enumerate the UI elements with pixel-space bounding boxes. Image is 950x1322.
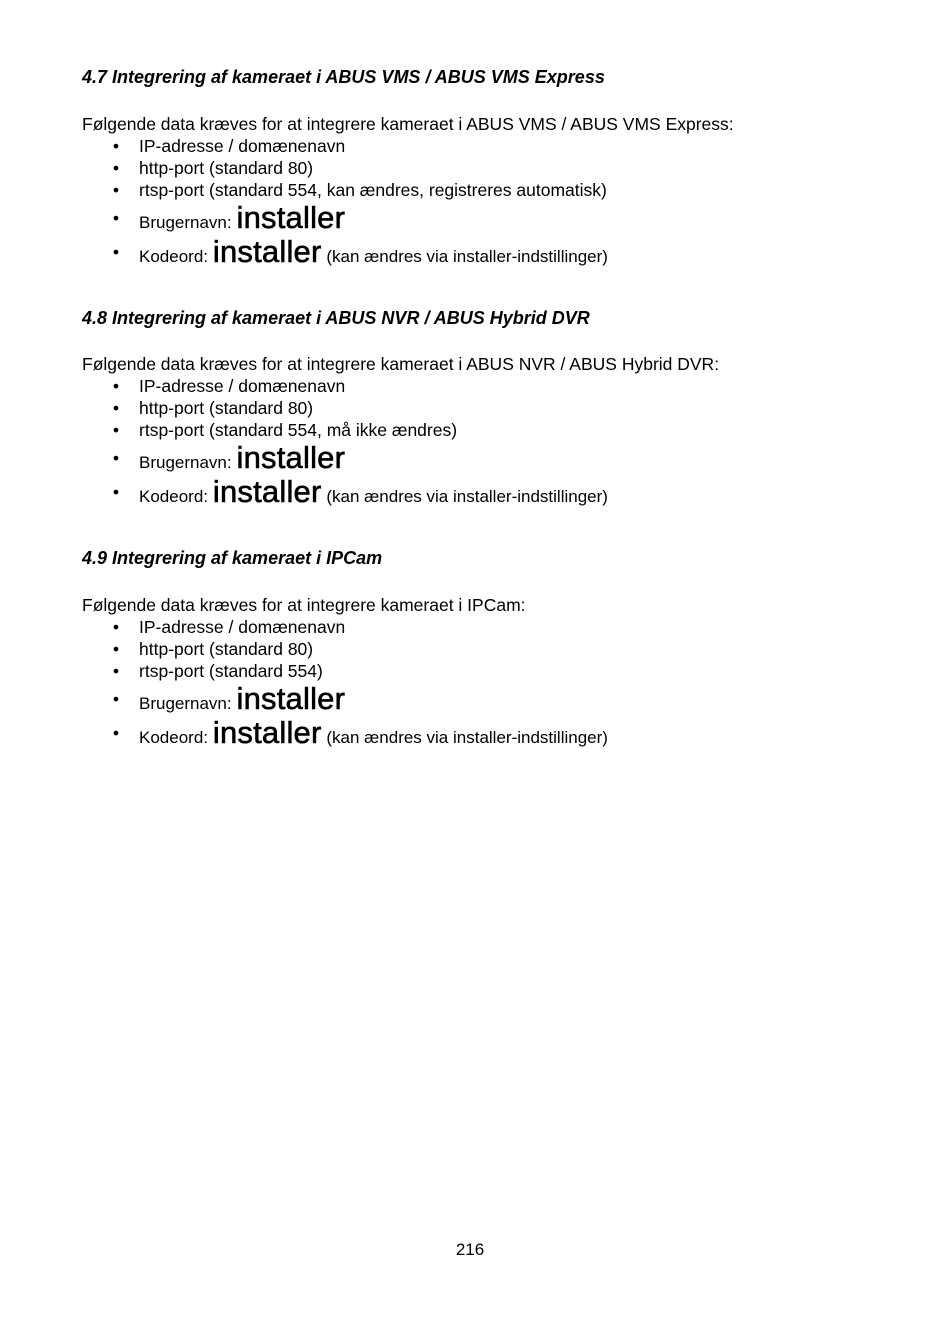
username-value: installer — [236, 681, 346, 716]
bullet-icon: • — [112, 661, 120, 681]
password-note: (kan ændres via installer-indstillinger) — [326, 247, 608, 266]
username-label: Brugernavn: — [139, 694, 232, 713]
list-item-text: IP-adresse / domænenavn — [139, 136, 346, 156]
list-item-text: http-port (standard 80) — [139, 158, 314, 178]
password-value: installer — [212, 474, 322, 509]
list-item — [82, 660, 608, 682]
bullet-icon: • — [112, 639, 120, 659]
section-intro: Følgende data kræves for at integrere kameraet i IPCam: — [82, 595, 526, 615]
section-heading: 4.8 Integrering af kameraet i ABUS NVR / ABUS Hybrid DVR — [82, 308, 590, 328]
section-4-9 — [82, 547, 882, 750]
list-item-text: rtsp-port (standard 554) — [139, 661, 323, 681]
password-label: Kodeord: — [139, 487, 208, 506]
username-value: installer — [236, 200, 346, 235]
section-4-7 — [82, 66, 882, 269]
requirements-list — [82, 375, 608, 509]
password-note: (kan ændres via installer-indstillinger) — [326, 487, 608, 506]
bullet-icon: • — [112, 482, 120, 502]
username-item — [82, 441, 608, 475]
list-item-text: rtsp-port (standard 554, må ikke ændres) — [139, 420, 458, 440]
bullet-icon: • — [112, 136, 120, 156]
bullet-icon: • — [112, 208, 120, 228]
list-item — [82, 397, 608, 419]
bullet-icon: • — [112, 398, 120, 418]
password-item — [82, 716, 608, 750]
bullet-icon: • — [112, 158, 120, 178]
page-number: 216 — [455, 1240, 485, 1259]
requirements-list — [82, 135, 608, 269]
username-item — [82, 682, 608, 716]
section-intro: Følgende data kræves for at integrere kameraet i ABUS VMS / ABUS VMS Express: — [82, 114, 734, 134]
password-note: (kan ændres via installer-indstillinger) — [326, 728, 608, 747]
list-item — [82, 179, 608, 201]
list-item-text: http-port (standard 80) — [139, 398, 314, 418]
list-item — [82, 638, 608, 660]
list-item-text: http-port (standard 80) — [139, 639, 314, 659]
list-item — [82, 616, 608, 638]
list-item — [82, 157, 608, 179]
list-item — [82, 419, 608, 441]
bullet-icon: • — [112, 617, 120, 637]
section-heading: 4.7 Integrering af kameraet i ABUS VMS / ABUS VMS Express — [82, 67, 605, 87]
bullet-icon: • — [112, 180, 120, 200]
username-label: Brugernavn: — [139, 453, 232, 472]
username-value: installer — [236, 440, 346, 475]
password-value: installer — [212, 715, 322, 750]
list-item-text: IP-adresse / domænenavn — [139, 376, 346, 396]
username-label: Brugernavn: — [139, 213, 232, 232]
bullet-icon: • — [112, 242, 120, 262]
section-4-8 — [82, 307, 882, 509]
list-item-text: rtsp-port (standard 554, kan ændres, registreres automatisk) — [139, 180, 607, 200]
username-item — [82, 201, 608, 235]
password-label: Kodeord: — [139, 728, 208, 747]
password-item — [82, 475, 608, 509]
list-item — [82, 375, 608, 397]
bullet-icon: • — [112, 420, 120, 440]
bullet-icon: • — [112, 448, 120, 468]
password-value: installer — [212, 234, 322, 269]
bullet-icon: • — [112, 689, 120, 709]
bullet-icon: • — [112, 723, 120, 743]
bullet-icon: • — [112, 376, 120, 396]
requirements-list — [82, 616, 608, 750]
password-item — [82, 235, 608, 269]
list-item — [82, 135, 608, 157]
password-label: Kodeord: — [139, 247, 208, 266]
section-intro: Følgende data kræves for at integrere kameraet i ABUS NVR / ABUS Hybrid DVR: — [82, 354, 720, 374]
section-heading: 4.9 Integrering af kameraet i IPCam — [82, 548, 383, 568]
list-item-text: IP-adresse / domænenavn — [139, 617, 346, 637]
